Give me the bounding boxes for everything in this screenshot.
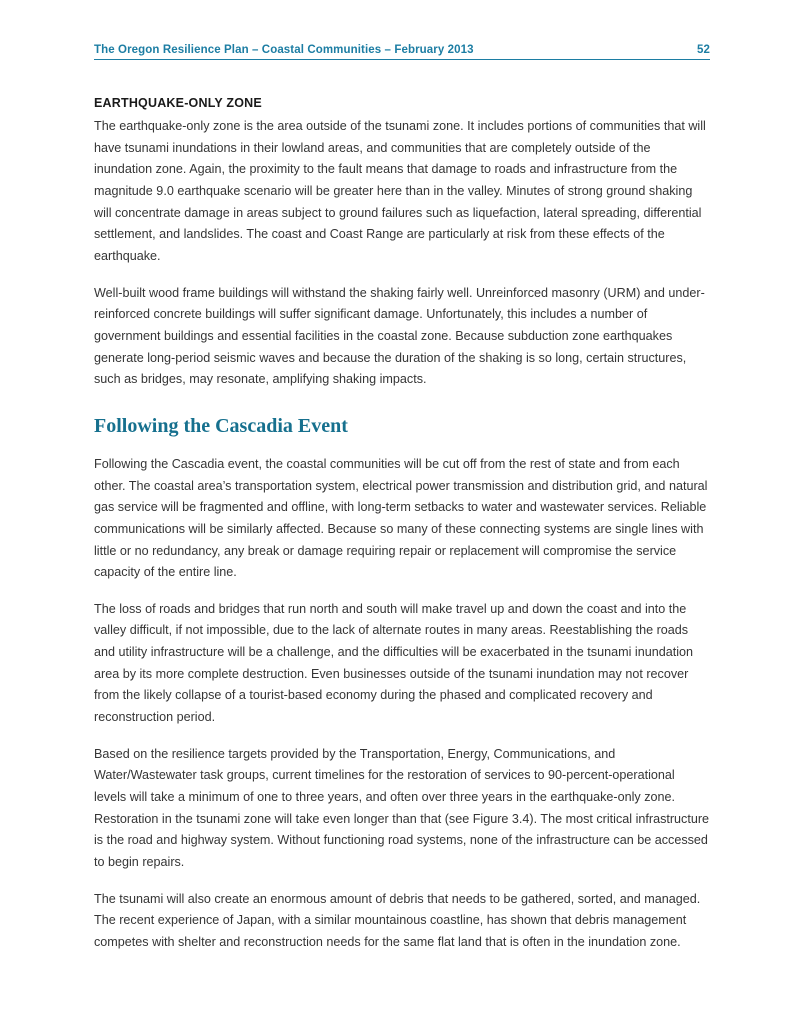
- section-heading-earthquake-only-zone: EARTHQUAKE-ONLY ZONE: [94, 96, 262, 110]
- paragraph-earthquake-zone-1: The earthquake-only zone is the area outside of the tsunami zone. It includes portions of communities that will have tsunami inundations in their lowland areas, and communities that are completely outside of the inundation zone. Again, the proximity to the fault means that damage to roads and infrastructure from the magnitude 9.0 earthquake scenario will be greater here than in the valley. Minutes of strong ground shaking will concentrate damage in areas subject to ground failures such as liquefaction, lateral spreading, differential settlement, and landslides. The coast and Coast Range are particularly at risk from these effects of the earthquake.: [94, 119, 706, 263]
- paragraph-cascadia-4: The tsunami will also create an enormous amount of debris that needs to be gathered, sorted, and managed. The recent experience of Japan, with a similar mountainous coastline, has shown that debris management competes with shelter and reconstruction needs for the same flat land that is often in the inundation zone.: [94, 891, 701, 949]
- paragraph-cascadia-1: Following the Cascadia event, the coastal communities will be cut off from the rest of state and from each other. The coastal area’s transportation system, electrical power transmission and distribution grid, and natural gas service will be fragmented and offline, with long-term setbacks to water and wastewater services. Reliable communications will be similarly affected. Because so many of these connecting systems are single lines with little or no redundancy, any break or damage requiring repair or replacement will compromise the service capacity of the entire line.: [94, 456, 708, 580]
- paragraph-cascadia-2: The loss of roads and bridges that run north and south will make travel up and down the coast and into the valley difficult, if not impossible, due to the lack of alternate routes in many areas. Reestablishing the roads and utility infrastructure will be a challenge, and the difficulties will be exacerbated in the tsunami inundation area by its more complete destruction. Even businesses outside of the tsunami inundation may not recover from the likely collapse of a tourist-based economy during the phased and complicated recovery and reconstruction period.: [94, 601, 694, 725]
- page-number: 52: [697, 44, 710, 56]
- paragraph-cascadia-3: Based on the resilience targets provided by the Transportation, Energy, Communications, and Water/Wastewater task groups, current timelines for the restoration of services to 90-percent-operational levels will take a minimum of one to three years, and often over three years in the earthquake-only zone. Restoration in the tsunami zone will take even longer than that (see Figure 3.4). The most critical infrastructure is the road and highway system. Without functioning road systems, none of the infrastructure can be accessed to begin repairs.: [94, 746, 710, 870]
- section-heading-following-cascadia-event: Following the Cascadia Event: [94, 414, 348, 437]
- page-header: [94, 44, 710, 60]
- page-content: [94, 96, 710, 954]
- paragraph-earthquake-zone-2: Well-built wood frame buildings will withstand the shaking fairly well. Unreinforced masonry (URM) and under-reinforced concrete buildings will suffer significant damage. Unfortunately, this includes a number of government buildings and essential facilities in the coastal zone. Because subduction zone earthquakes generate long-period seismic waves and because the duration of the shaking is so long, certain structures, such as bridges, may resonate, amplifying shaking impacts.: [94, 285, 705, 387]
- header-title: The Oregon Resilience Plan – Coastal Communities – February 2013: [94, 44, 474, 56]
